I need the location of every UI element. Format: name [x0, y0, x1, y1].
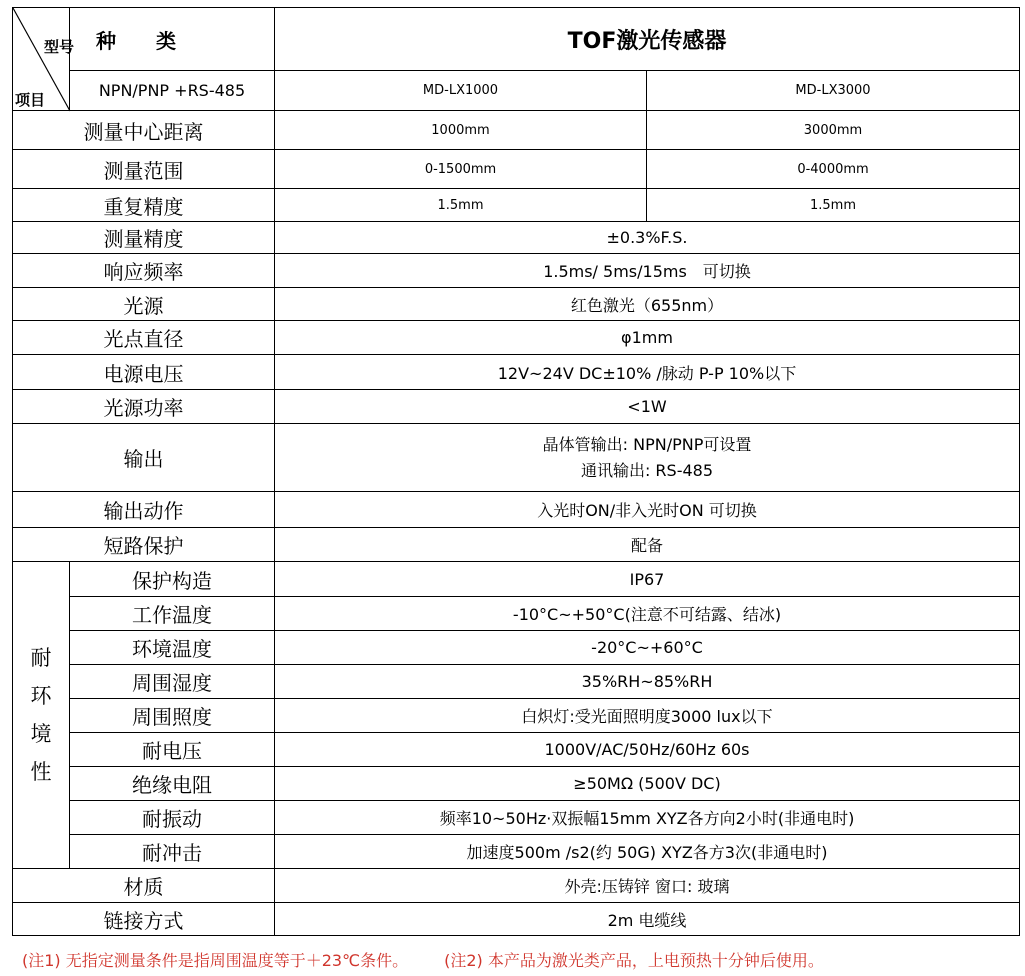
row-value: 1000V/AC/50Hz/60Hz 60s	[275, 733, 1020, 767]
row-label: 环境温度	[70, 631, 275, 665]
table-row	[13, 903, 1020, 936]
table-row	[13, 562, 1020, 597]
row-value: 1000mm	[275, 111, 647, 150]
output-type: NPN/PNP +RS-485	[70, 71, 275, 111]
header-row	[13, 8, 1020, 71]
row-value: -20°C~+60°C	[275, 631, 1020, 665]
table-row	[13, 321, 1020, 355]
table-row	[13, 733, 1020, 767]
table-row	[13, 254, 1020, 288]
table-row	[13, 111, 1020, 150]
row-label: 短路保护	[13, 528, 275, 562]
table-row	[13, 222, 1020, 254]
row-label: 周围照度	[70, 699, 275, 733]
footnote-2: (注2) 本产品为激光类产品，上电预热十分钟后使用。	[444, 951, 824, 970]
row-label: 材质	[13, 869, 275, 903]
table-row	[13, 492, 1020, 528]
row-label: 耐冲击	[70, 835, 275, 869]
table-row	[13, 597, 1020, 631]
row-value: 加速度500m /s2(约 50G) XYZ各方3次(非通电时)	[275, 835, 1020, 869]
row-label: 电源电压	[13, 355, 275, 390]
table-row	[13, 390, 1020, 424]
model-row	[13, 71, 1020, 111]
model-2: MD-LX3000	[647, 71, 1020, 111]
footnotes	[22, 948, 824, 971]
kind-header	[70, 8, 275, 71]
table-row	[13, 767, 1020, 801]
row-value: 12V~24V DC±10% /脉动 P-P 10%以下	[275, 355, 1020, 390]
row-value: 35%RH~85%RH	[275, 665, 1020, 699]
spec-table	[12, 7, 1020, 936]
table-row	[13, 150, 1020, 189]
row-label: 周围湿度	[70, 665, 275, 699]
row-value: 3000mm	[647, 111, 1020, 150]
table-row	[13, 699, 1020, 733]
row-label: 工作温度	[70, 597, 275, 631]
row-value: 红色激光（655nm）	[275, 288, 1020, 321]
row-value: -10°C~+50°C(注意不可结露、结冰)	[275, 597, 1020, 631]
row-value: 0-1500mm	[275, 150, 647, 189]
corner-bottom-label: 项目	[15, 91, 46, 109]
corner-cell	[13, 8, 75, 111]
row-value: ≥50MΩ (500V DC)	[275, 767, 1020, 801]
row-label: 重复精度	[13, 189, 275, 222]
corner-top-label: 型号	[44, 38, 75, 56]
model-1: MD-LX1000	[275, 71, 647, 111]
table-row	[13, 801, 1020, 835]
row-label: 响应频率	[13, 254, 275, 288]
kind-label-2: 类	[156, 28, 176, 53]
row-value: 2m 电缆线	[275, 903, 1020, 936]
row-value: 入光时ON/非入光时ON 可切换	[275, 492, 1020, 528]
output-line-1: 晶体管输出: NPN/PNP可设置	[542, 434, 752, 454]
row-value: 外壳:压铸锌 窗口: 玻璃	[275, 869, 1020, 903]
row-label: 测量中心距离	[13, 111, 275, 150]
row-value: 配备	[275, 528, 1020, 562]
table-row	[13, 424, 1020, 492]
row-label: 光点直径	[13, 321, 275, 355]
row-value: ±0.3%F.S.	[275, 222, 1020, 254]
row-label: 绝缘电阻	[70, 767, 275, 801]
row-label: 光源功率	[13, 390, 275, 424]
table-row	[13, 665, 1020, 699]
row-label: 测量精度	[13, 222, 275, 254]
environment-group-label: 耐 环 境 性	[13, 562, 70, 869]
row-label: 输出	[13, 424, 275, 492]
row-value: IP67	[275, 562, 1020, 597]
row-label: 输出动作	[13, 492, 275, 528]
row-label: 耐电压	[70, 733, 275, 767]
table-row	[13, 355, 1020, 390]
kind-label-1: 种	[96, 28, 116, 53]
table-row	[13, 631, 1020, 665]
output-line-2: 通讯输出: RS-485	[580, 460, 714, 480]
table-row	[13, 835, 1020, 869]
table-row	[13, 528, 1020, 562]
table-row	[13, 869, 1020, 903]
table-row	[13, 189, 1020, 222]
row-label: 耐振动	[70, 801, 275, 835]
row-value: <1W	[275, 390, 1020, 424]
row-value: 1.5ms/ 5ms/15ms 可切换	[275, 254, 1020, 288]
row-label: 保护构造	[70, 562, 275, 597]
row-value: 1.5mm	[275, 189, 647, 222]
row-value: 1.5mm	[647, 189, 1020, 222]
row-value: 白炽灯:受光面照明度3000 lux以下	[275, 699, 1020, 733]
footnote-1: (注1) 无指定测量条件是指周围温度等于＋23℃条件。	[22, 951, 409, 970]
row-label: 链接方式	[13, 903, 275, 936]
table-row	[13, 288, 1020, 321]
row-value: 0-4000mm	[647, 150, 1020, 189]
row-value	[275, 424, 1020, 492]
row-value: φ1mm	[275, 321, 1020, 355]
row-label: 测量范围	[13, 150, 275, 189]
product-title: TOF激光传感器	[275, 8, 1020, 71]
row-label: 光源	[13, 288, 275, 321]
row-value: 频率10~50Hz·双振幅15mm XYZ各方向2小时(非通电时)	[275, 801, 1020, 835]
